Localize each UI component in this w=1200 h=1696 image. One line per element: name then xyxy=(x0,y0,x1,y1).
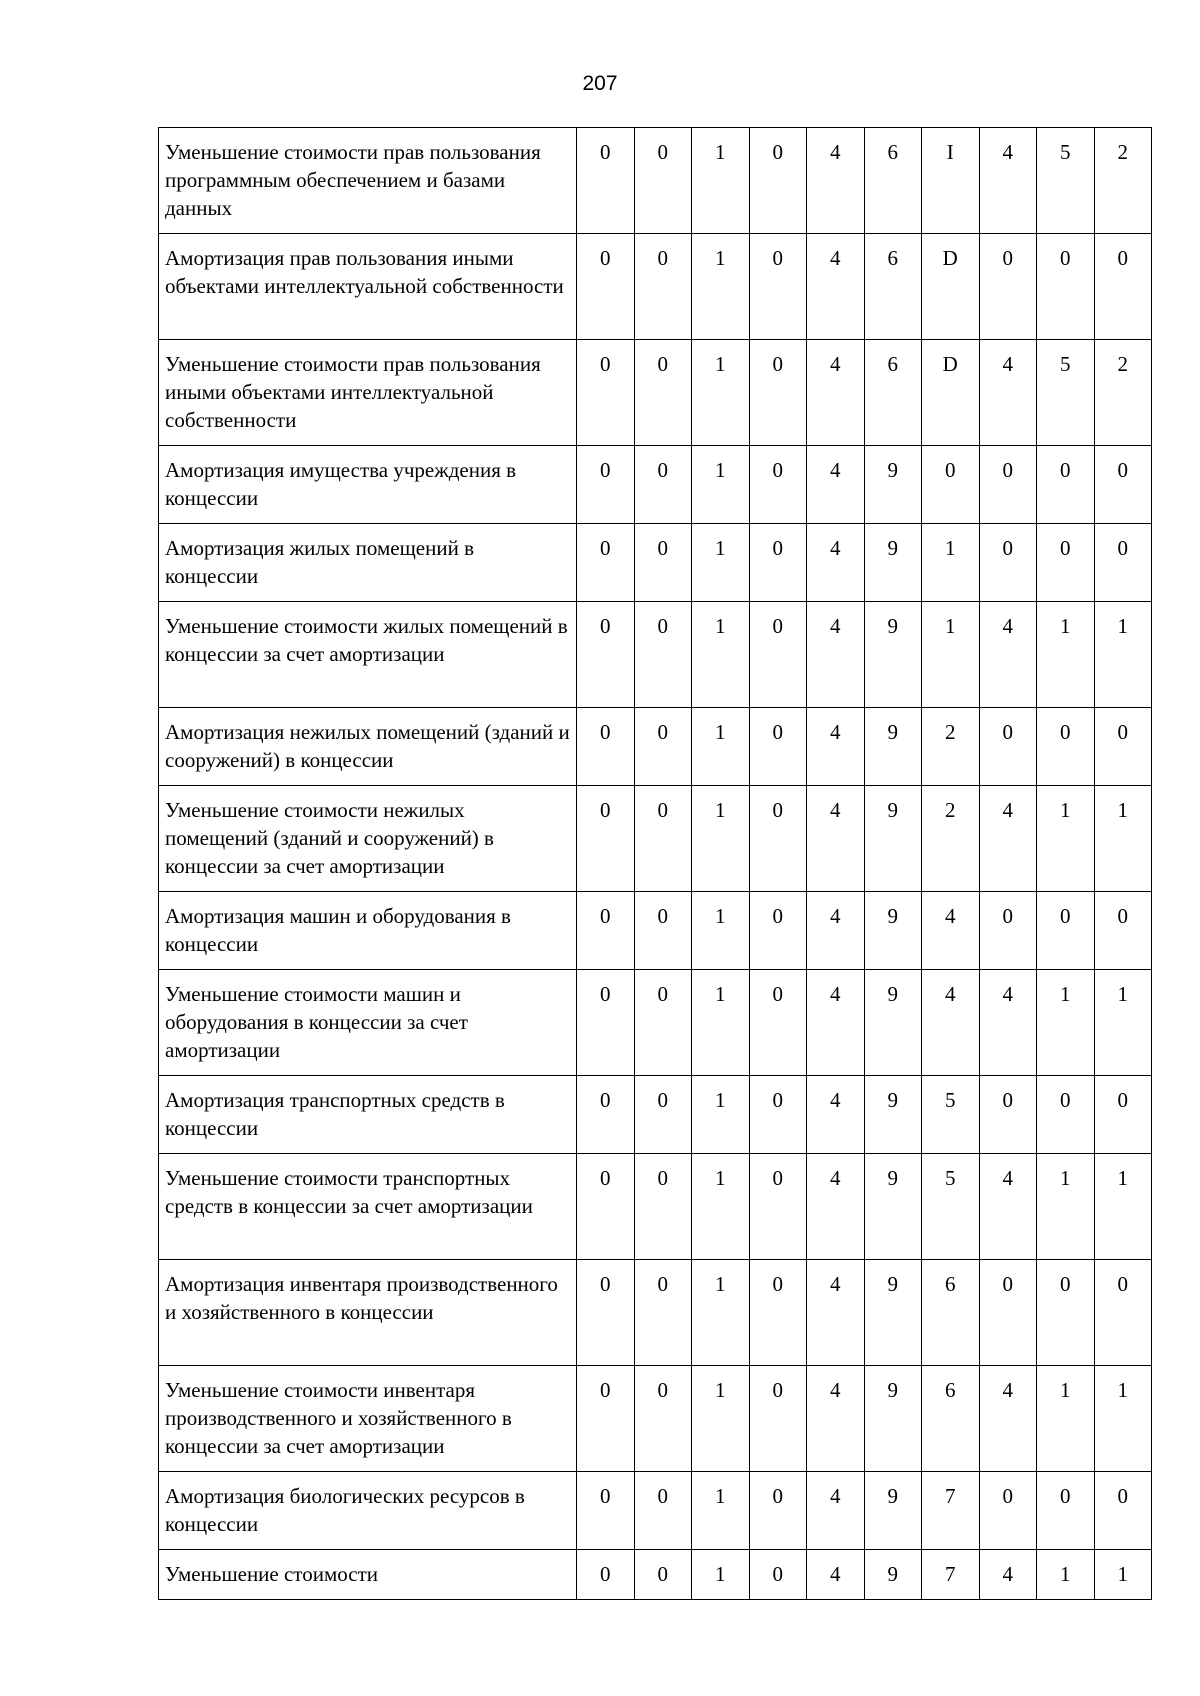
code-digit-cell: 4 xyxy=(922,970,980,1076)
code-digit-cell: 1 xyxy=(692,892,750,970)
code-digit-cell: 0 xyxy=(577,234,635,340)
code-digit-cell: 2 xyxy=(922,786,980,892)
code-digit-cell: 0 xyxy=(634,602,692,708)
code-digit-cell: 0 xyxy=(749,970,807,1076)
code-digit-cell: 1 xyxy=(692,1550,750,1600)
table-row xyxy=(159,1550,1152,1600)
code-digit-cell: 2 xyxy=(922,708,980,786)
code-digit-cell: 4 xyxy=(807,786,865,892)
row-name-cell: Амортизация нежилых помещений (зданий и сооружений) в концессии xyxy=(159,708,577,786)
code-digit-cell: 0 xyxy=(979,446,1037,524)
row-name-cell: Амортизация транспортных средств в концессии xyxy=(159,1076,577,1154)
code-digit-cell: 4 xyxy=(807,234,865,340)
code-digit-cell: 0 xyxy=(749,1260,807,1366)
code-digit-cell: 9 xyxy=(864,786,922,892)
code-digit-cell: 0 xyxy=(634,892,692,970)
code-digit-cell: 0 xyxy=(634,524,692,602)
code-digit-cell: 5 xyxy=(922,1076,980,1154)
code-digit-cell: 5 xyxy=(1037,128,1095,234)
code-digit-cell: 4 xyxy=(807,1076,865,1154)
code-digit-cell: 9 xyxy=(864,1076,922,1154)
code-digit-cell: 0 xyxy=(749,892,807,970)
code-digit-cell: 0 xyxy=(1037,524,1095,602)
code-digit-cell: 0 xyxy=(577,1260,635,1366)
code-digit-cell: 0 xyxy=(979,234,1037,340)
row-name-cell: Уменьшение стоимости машин и оборудования в концессии за счет амортизации xyxy=(159,970,577,1076)
code-digit-cell: 1 xyxy=(1094,1154,1152,1260)
code-digit-cell: 1 xyxy=(692,1260,750,1366)
code-digit-cell: 0 xyxy=(1094,234,1152,340)
code-digit-cell: 0 xyxy=(979,1472,1037,1550)
row-name-cell: Уменьшение стоимости прав пользования иными объектами интеллектуальной собственности xyxy=(159,340,577,446)
code-digit-cell: 0 xyxy=(577,524,635,602)
code-digit-cell: D xyxy=(922,234,980,340)
code-digit-cell: 0 xyxy=(577,1366,635,1472)
code-digit-cell: 0 xyxy=(577,340,635,446)
code-digit-cell: 0 xyxy=(577,708,635,786)
code-digit-cell: 0 xyxy=(577,786,635,892)
code-digit-cell: 0 xyxy=(749,1366,807,1472)
code-digit-cell: 0 xyxy=(979,708,1037,786)
code-digit-cell: 0 xyxy=(1094,446,1152,524)
table-row xyxy=(159,892,1152,970)
code-digit-cell: 4 xyxy=(979,1550,1037,1600)
code-digit-cell: 9 xyxy=(864,1550,922,1600)
account-code-table xyxy=(158,127,1152,1600)
table-row xyxy=(159,1472,1152,1550)
code-digit-cell: 0 xyxy=(634,1366,692,1472)
table-row xyxy=(159,970,1152,1076)
table-body xyxy=(159,128,1152,1600)
code-digit-cell: 7 xyxy=(922,1550,980,1600)
code-digit-cell: 0 xyxy=(1094,524,1152,602)
code-digit-cell: 4 xyxy=(807,524,865,602)
code-digit-cell: 0 xyxy=(1094,1076,1152,1154)
code-digit-cell: 0 xyxy=(749,1550,807,1600)
code-digit-cell: 0 xyxy=(749,128,807,234)
code-digit-cell: 0 xyxy=(1094,892,1152,970)
code-digit-cell: 5 xyxy=(1037,340,1095,446)
row-name-cell: Амортизация инвентаря производственного и хозяйственного в концессии xyxy=(159,1260,577,1366)
code-digit-cell: 4 xyxy=(979,128,1037,234)
row-name-cell: Амортизация жилых помещений в концессии xyxy=(159,524,577,602)
code-digit-cell: 0 xyxy=(749,1076,807,1154)
code-digit-cell: 1 xyxy=(692,970,750,1076)
code-digit-cell: 0 xyxy=(979,1076,1037,1154)
row-name-cell: Уменьшение стоимости жилых помещений в концессии за счет амортизации xyxy=(159,602,577,708)
code-digit-cell: 6 xyxy=(864,234,922,340)
code-digit-cell: 0 xyxy=(1037,446,1095,524)
code-digit-cell: 0 xyxy=(1037,708,1095,786)
code-digit-cell: 4 xyxy=(979,602,1037,708)
code-digit-cell: 9 xyxy=(864,1366,922,1472)
table-row xyxy=(159,1076,1152,1154)
code-digit-cell: 1 xyxy=(1094,1366,1152,1472)
row-name-cell: Амортизация имущества учреждения в концессии xyxy=(159,446,577,524)
code-digit-cell: 0 xyxy=(634,446,692,524)
code-digit-cell: 4 xyxy=(979,786,1037,892)
code-digit-cell: 2 xyxy=(1094,340,1152,446)
code-digit-cell: 9 xyxy=(864,708,922,786)
code-digit-cell: 1 xyxy=(1037,1366,1095,1472)
table-row xyxy=(159,708,1152,786)
code-digit-cell: 0 xyxy=(577,602,635,708)
code-digit-cell: 1 xyxy=(1037,1550,1095,1600)
code-digit-cell: 1 xyxy=(1094,970,1152,1076)
code-digit-cell: 4 xyxy=(979,1366,1037,1472)
row-name-cell: Амортизация прав пользования иными объектами интеллектуальной собственности xyxy=(159,234,577,340)
code-digit-cell: 0 xyxy=(749,234,807,340)
code-digit-cell: 0 xyxy=(1037,892,1095,970)
code-digit-cell: 1 xyxy=(1037,786,1095,892)
row-name-cell: Уменьшение стоимости xyxy=(159,1550,577,1600)
code-digit-cell: 4 xyxy=(807,1154,865,1260)
code-digit-cell: 4 xyxy=(807,602,865,708)
code-digit-cell: 1 xyxy=(922,602,980,708)
code-digit-cell: 4 xyxy=(807,446,865,524)
code-digit-cell: 0 xyxy=(979,892,1037,970)
code-digit-cell: 0 xyxy=(749,708,807,786)
code-digit-cell: 9 xyxy=(864,892,922,970)
code-digit-cell: 9 xyxy=(864,1260,922,1366)
code-digit-cell: 1 xyxy=(692,234,750,340)
code-digit-cell: 0 xyxy=(979,1260,1037,1366)
row-name-cell: Уменьшение стоимости инвентаря производственного и хозяйственного в концессии за счет амортизации xyxy=(159,1366,577,1472)
code-digit-cell: 4 xyxy=(979,970,1037,1076)
code-digit-cell: 1 xyxy=(692,1472,750,1550)
code-digit-cell: 0 xyxy=(922,446,980,524)
code-digit-cell: 1 xyxy=(692,128,750,234)
code-digit-cell: 2 xyxy=(1094,128,1152,234)
code-digit-cell: 4 xyxy=(979,340,1037,446)
code-digit-cell: 4 xyxy=(807,892,865,970)
page-number: 207 xyxy=(582,72,618,95)
table-row xyxy=(159,446,1152,524)
code-digit-cell: 0 xyxy=(634,970,692,1076)
code-digit-cell: 4 xyxy=(807,708,865,786)
code-digit-cell: 1 xyxy=(692,446,750,524)
code-digit-cell: 4 xyxy=(922,892,980,970)
code-digit-cell: 0 xyxy=(749,446,807,524)
code-digit-cell: 0 xyxy=(979,524,1037,602)
code-digit-cell: 0 xyxy=(749,602,807,708)
code-digit-cell: 1 xyxy=(922,524,980,602)
code-digit-cell: 9 xyxy=(864,970,922,1076)
table-row xyxy=(159,1366,1152,1472)
code-digit-cell: 1 xyxy=(692,1076,750,1154)
table-row xyxy=(159,234,1152,340)
code-digit-cell: 6 xyxy=(864,340,922,446)
code-digit-cell: 4 xyxy=(807,1550,865,1600)
code-digit-cell: 0 xyxy=(749,340,807,446)
code-digit-cell: 1 xyxy=(1094,786,1152,892)
code-digit-cell: 0 xyxy=(577,1154,635,1260)
code-digit-cell: D xyxy=(922,340,980,446)
table-row xyxy=(159,602,1152,708)
code-digit-cell: 6 xyxy=(922,1260,980,1366)
code-digit-cell: 0 xyxy=(577,1550,635,1600)
code-digit-cell: 9 xyxy=(864,602,922,708)
row-name-cell: Уменьшение стоимости транспортных средств в концессии за счет амортизации xyxy=(159,1154,577,1260)
code-digit-cell: 0 xyxy=(1037,1076,1095,1154)
row-name-cell: Амортизация биологических ресурсов в концессии xyxy=(159,1472,577,1550)
code-digit-cell: 4 xyxy=(807,1260,865,1366)
code-digit-cell: 0 xyxy=(634,786,692,892)
code-digit-cell: 0 xyxy=(1037,234,1095,340)
code-digit-cell: 0 xyxy=(749,524,807,602)
code-digit-cell: 6 xyxy=(864,128,922,234)
row-name-cell: Уменьшение стоимости нежилых помещений (зданий и сооружений) в концессии за счет амортизации xyxy=(159,786,577,892)
table-row xyxy=(159,1154,1152,1260)
code-digit-cell: 9 xyxy=(864,1154,922,1260)
code-digit-cell: 1 xyxy=(1037,1154,1095,1260)
code-digit-cell: 6 xyxy=(922,1366,980,1472)
code-digit-cell: 1 xyxy=(692,1154,750,1260)
code-digit-cell: 0 xyxy=(634,1472,692,1550)
code-digit-cell: 0 xyxy=(577,892,635,970)
code-digit-cell: 0 xyxy=(1037,1472,1095,1550)
code-digit-cell: 4 xyxy=(807,340,865,446)
code-digit-cell: 1 xyxy=(692,602,750,708)
table-row xyxy=(159,786,1152,892)
code-digit-cell: 0 xyxy=(634,234,692,340)
code-digit-cell: 0 xyxy=(749,1472,807,1550)
code-digit-cell: 0 xyxy=(634,1260,692,1366)
code-digit-cell: 0 xyxy=(577,446,635,524)
code-digit-cell: 9 xyxy=(864,1472,922,1550)
code-digit-cell: 1 xyxy=(1094,1550,1152,1600)
code-digit-cell: 1 xyxy=(692,1366,750,1472)
code-digit-cell: 0 xyxy=(634,1154,692,1260)
code-digit-cell: 0 xyxy=(634,708,692,786)
code-digit-cell: 0 xyxy=(577,970,635,1076)
code-digit-cell: 1 xyxy=(1094,602,1152,708)
code-digit-cell: 4 xyxy=(807,128,865,234)
code-digit-cell: 0 xyxy=(749,1154,807,1260)
code-digit-cell: I xyxy=(922,128,980,234)
code-digit-cell: 0 xyxy=(634,1550,692,1600)
code-digit-cell: 4 xyxy=(807,1472,865,1550)
code-digit-cell: 9 xyxy=(864,446,922,524)
table-row xyxy=(159,524,1152,602)
code-digit-cell: 0 xyxy=(749,786,807,892)
code-digit-cell: 4 xyxy=(807,1366,865,1472)
code-digit-cell: 1 xyxy=(692,786,750,892)
code-digit-cell: 0 xyxy=(634,1076,692,1154)
code-digit-cell: 7 xyxy=(922,1472,980,1550)
code-digit-cell: 0 xyxy=(577,1472,635,1550)
code-digit-cell: 0 xyxy=(1094,1472,1152,1550)
table-row xyxy=(159,340,1152,446)
code-digit-cell: 4 xyxy=(807,970,865,1076)
table-row xyxy=(159,1260,1152,1366)
code-digit-cell: 0 xyxy=(577,1076,635,1154)
code-digit-cell: 0 xyxy=(1037,1260,1095,1366)
row-name-cell: Уменьшение стоимости прав пользования программным обеспечением и базами данных xyxy=(159,128,577,234)
code-digit-cell: 1 xyxy=(1037,602,1095,708)
code-digit-cell: 1 xyxy=(692,524,750,602)
code-digit-cell: 4 xyxy=(979,1154,1037,1260)
row-name-cell: Амортизация машин и оборудования в концессии xyxy=(159,892,577,970)
code-digit-cell: 0 xyxy=(1094,708,1152,786)
table-row xyxy=(159,128,1152,234)
code-digit-cell: 1 xyxy=(692,340,750,446)
code-digit-cell: 0 xyxy=(577,128,635,234)
code-digit-cell: 0 xyxy=(1094,1260,1152,1366)
code-digit-cell: 0 xyxy=(634,128,692,234)
code-digit-cell: 0 xyxy=(634,340,692,446)
code-digit-cell: 1 xyxy=(1037,970,1095,1076)
code-digit-cell: 5 xyxy=(922,1154,980,1260)
code-digit-cell: 1 xyxy=(692,708,750,786)
code-digit-cell: 9 xyxy=(864,524,922,602)
